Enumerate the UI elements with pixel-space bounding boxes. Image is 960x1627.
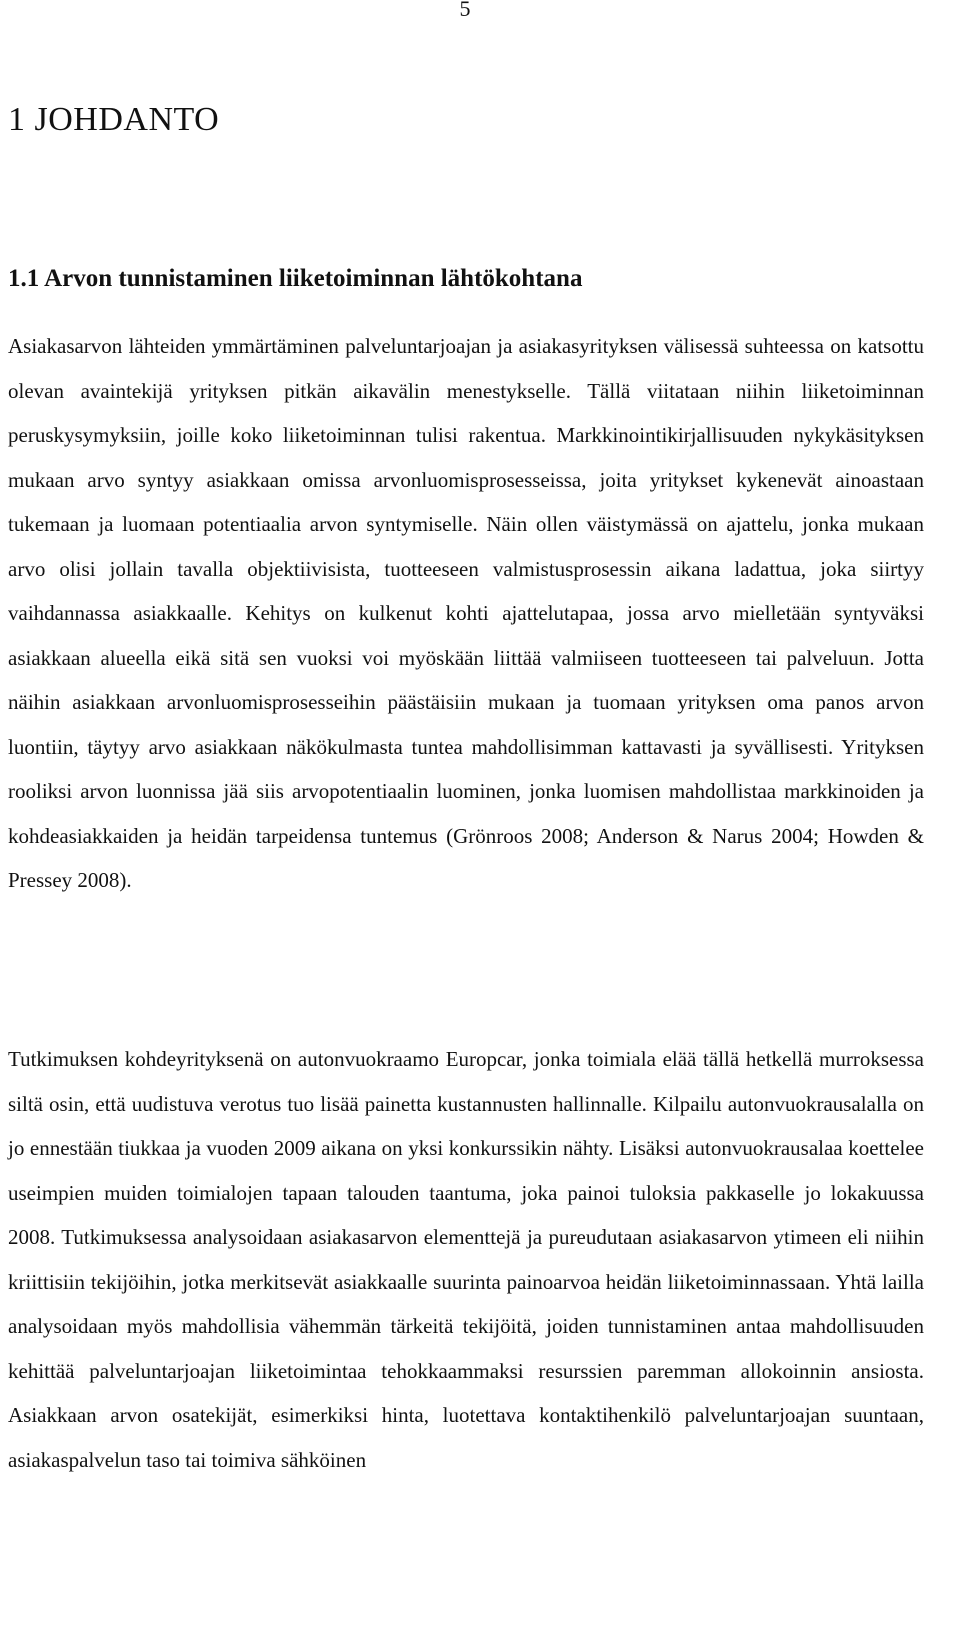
chapter-heading: 1 JOHDANTO: [8, 101, 220, 138]
section-heading: 1.1 Arvon tunnistaminen liiketoiminnan lähtökohtana: [8, 265, 583, 292]
page-number: 5: [459, 0, 471, 21]
body-paragraph: Asiakasarvon lähteiden ymmärtäminen palveluntarjoajan ja asiakasyrityksen välisessä suhteessa on katsottu olevan avaintekijä yrityksen pitkän aikavälin menestykselle. Tällä viitataan niihin liiketoiminnan peruskysymyksiin, joille koko liiketoiminnan tulisi rakentua. Markkinointikirjallisuuden nykykäsityksen mukaan arvo syntyy asiakkaan omissa arvonluomisprosesseissa, joita yritykset kykenevät ainoastaan tukemaan ja luomaan potentiaalia arvon syntymiselle. Näin ollen väistymässä on ajattelu, jonka mukaan arvo olisi jollain tavalla objektiivisista, tuotteeseen valmistusprosessin aikana ladattua, joka siirtyy vaihdannassa asiakkaalle. Kehitys on kulkenut kohti ajattelutapaa, jossa arvo mielletään syntyväksi asiakkaan alueella eikä sitä sen vuoksi voi myöskään liittää valmiiseen tuotteeseen tai palveluun. Jotta näihin asiakkaan arvonluomisprosesseihin päästäisiin mukaan ja tuomaan yrityksen oma panos arvon luontiin, täytyy arvo asiakkaan näkökulmasta tuntea mahdollisimman kattavasti ja syvällisesti. Yrityksen rooliksi arvon luonnissa jää siis arvopotentiaalin luominen, jonka luomisen mahdollistaa markkinoiden ja kohdeasiakkaiden ja heidän tarpeidensa tuntemus (Grönroos 2008; Anderson & Narus 2004; Howden & Pressey 2008).: [8, 334, 924, 892]
body-paragraph: Tutkimuksen kohdeyrityksenä on autonvuokraamo Europcar, jonka toimiala elää tällä hetkellä murroksessa siltä osin, että uudistuva verotus tuo lisää painetta kustannusten hallinnalle. Kilpailu autonvuokrausalalla on jo ennestään tiukkaa ja vuoden 2009 aikana on yksi konkurssikin nähty. Lisäksi autonvuokrausalaa koettelee useimpien muiden toimialojen tapaan talouden taantuma, joka painoi tuloksia pakkaselle jo lokakuussa 2008. Tutkimuksessa analysoidaan asiakasarvon elementtejä ja pureudutaan asiakasarvon ytimeen eli niihin kriittisiin tekijöihin, jotka merkitsevät asiakkaalle suurinta painoarvoa heidän liiketoiminnassaan. Yhtä lailla analysoidaan myös mahdollisia vähemmän tärkeitä tekijöitä, joiden tunnistaminen antaa mahdollisuuden kehittää palveluntarjoajan liiketoimintaa tehokkaammaksi resurssien paremman allokoinnin ansiosta. Asiakkaan arvon osatekijät, esimerkiksi hinta, luotettava kontaktihenkilö palveluntarjoajan suuntaan, asiakaspalvelun taso tai toimiva sähköinen: [8, 1047, 924, 1472]
